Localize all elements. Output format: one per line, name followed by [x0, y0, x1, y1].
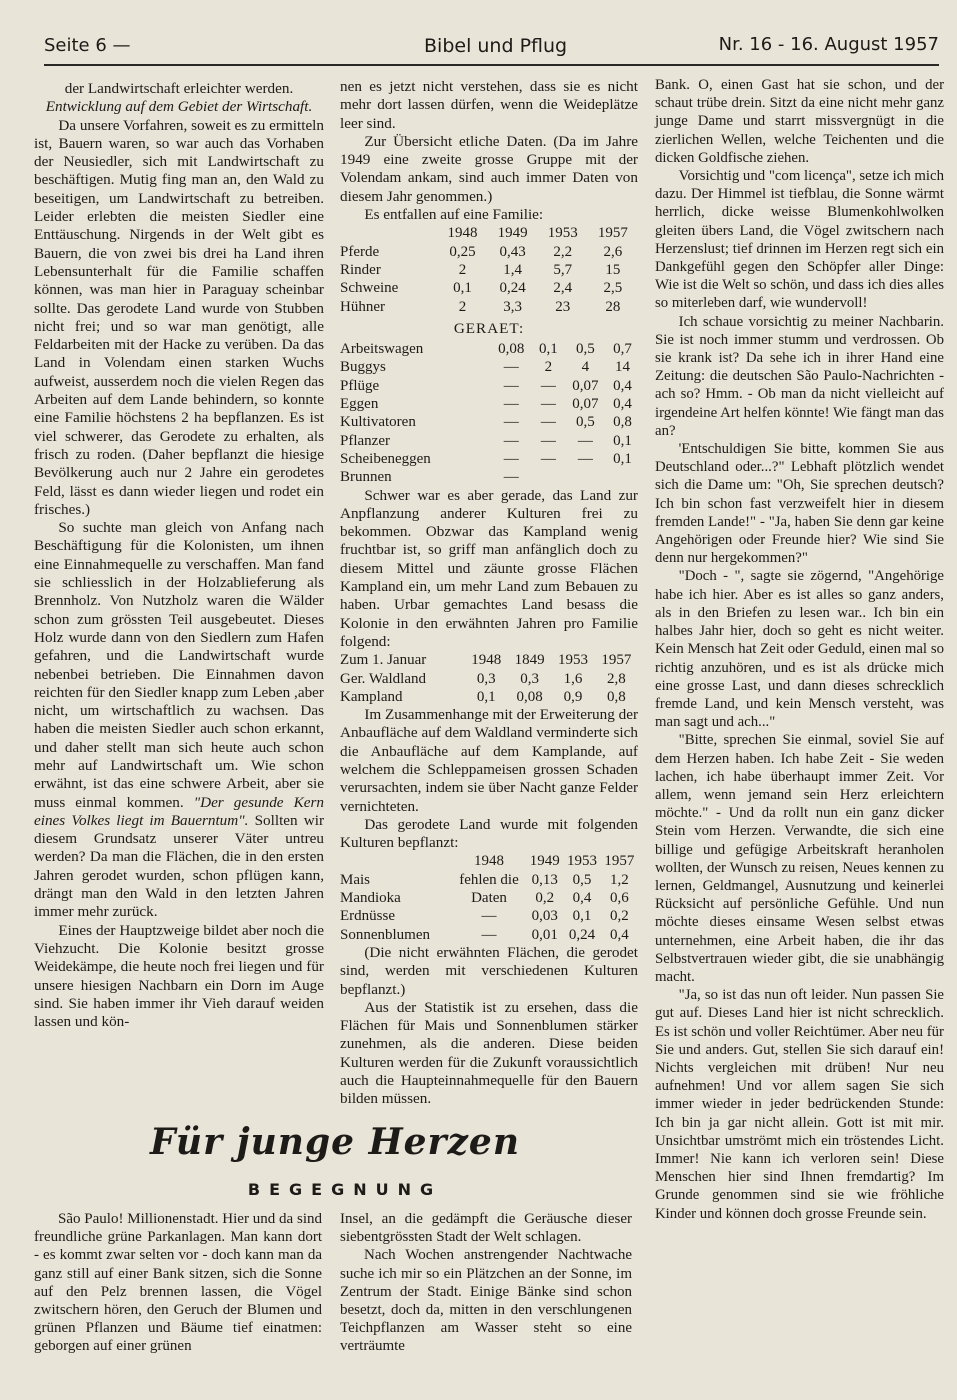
table-row	[340, 432, 638, 450]
table-cell: 0,4	[572, 890, 592, 907]
paragraph: Vorsichtig und "com licença", setze ich mich dazu. Der Himmel ist tiefblau, die Sonne wärmt herrlich, dicke weisse Blumenkohlwolken gleiten übers Land, die Vögel zwitschern nach Herzenslust; tief drinnen im Herzen regt sich ein Dankgefühl gegen den Schöpfer aller Dinge: Wie ist die Welt so schön, und dass ich dies alles so miterleben darf, wie wundervoll!	[655, 168, 945, 312]
table-cell: 2	[458, 298, 467, 315]
paragraph: Es entfallen auf eine Familie:	[364, 206, 544, 224]
table-cell: 0,1	[538, 341, 558, 358]
land-table	[340, 651, 638, 706]
table-cell: 0,8	[606, 688, 626, 705]
year-cell: 1948	[447, 225, 478, 242]
table-cell: 0,01	[531, 926, 558, 943]
table-cell: 0,4	[609, 926, 629, 943]
article-column-1	[34, 80, 324, 1031]
paragraph: Bank. O, einen Gast hat sie schon, und der schaut trübe drein. Sitzt da eine nicht mehr ganz junge Dame und starrt missvergnügt in die zierlichen Wellen, welche Teichenten und die dicken Goldfische ziehen.	[655, 77, 944, 166]
table-cell: 0,1	[613, 432, 632, 449]
paragraph: São Paulo! Millionenstadt. Hier und da sind freundliche grüne Parkanlagen. Man kann dort - es kommt zwar selten vor - doch kann man da ganz still auf einer Bank sitzen, sich die Sonne auf den Pelz brennen lassen, die Vögel zwitschern hören, den Geruch der Blumen und grünen Pflanzen und Bäume tief einatmen: geborgen auf einer grünen	[34, 1211, 322, 1355]
table-cell: 0,1	[453, 280, 472, 297]
paragraph: nen es jetzt nicht verstehen, dass sie es nicht mehr dort lassen dürfen, wenn die Weideplätze leer sind.	[340, 78, 638, 132]
table-cell: —	[503, 414, 519, 431]
year-cell: 1957	[604, 853, 635, 870]
table-cell: 0,08	[498, 341, 525, 358]
table-cell: —	[540, 450, 556, 467]
paragraph: So suchte man gleich von Anfang nach Beschäftigung für die Kolonisten, um ihnen eine Einnahmequelle zu verschaffen. Man fand sie schliesslich in der Holzablieferung als Brennholz. Von Nutzholz waren die Wälder schon zum grössten Teil ausgebeutet. Dieses Holz wurde dann von den Siedlern zum Hafen gefahren, und die Landwirtschaft wurde nebenbei betrieben. Die Einnahmen davon reichten für den Siedler knapp zum Leben ,aber nicht, um wirtschaftlich zu wachsen. Das haben die meisten Siedler auch schon erkannt, und daher stellt man sich heute auch schon mehr auf Landwirtschaft um. Wie schon erwähnt, ist das eine schwere Arbeit, aber sie muss einmal kommen. "Der gesunde Kern eines Volkes liegt im Bauerntum". Sollten wir diesem Grundsatz unserer Väter untreu werden? Da man die Flächen, die in den ersten Jahren gerodet wurden, schon pflügen kann, drängt man den Wald in den letzten Jahren immer mehr zurück.	[34, 519, 325, 921]
row-label: Schweine	[340, 280, 399, 297]
table-cell: 1948	[471, 652, 502, 669]
row-label: Pferde	[340, 243, 380, 260]
article-column-2	[340, 78, 638, 1109]
table-cell: 15	[605, 261, 621, 278]
table-cell: —	[540, 414, 556, 431]
table-row	[340, 468, 638, 486]
table-cell: 0,3	[520, 670, 539, 687]
row-label: Eggen	[340, 396, 379, 413]
table-row	[340, 871, 638, 889]
table-row	[340, 907, 638, 925]
section-heading: Entwicklung auf dem Gebiet der Wirtschaft.	[45, 98, 313, 116]
table-cell: 0,07	[572, 377, 599, 394]
table-note: —	[481, 908, 497, 925]
table-header-row	[340, 224, 638, 242]
story-column-3	[655, 76, 944, 1223]
table-cell: —	[540, 432, 556, 449]
table-row	[340, 889, 638, 907]
row-label: Pflanzer	[340, 432, 390, 449]
table-cell: 1,4	[503, 261, 523, 278]
quote: "Der gesunde Kern eines Volkes liegt im Bauerntum".	[34, 793, 324, 829]
row-label: Sonnenblumen	[340, 926, 430, 943]
paragraph: der Landwirtschaft erleichter werden.	[64, 80, 294, 97]
table-cell	[564, 468, 607, 486]
paragraph: Nach Wochen anstrengender Nachtwache suche ich mir so ein Plätzchen an der Sonne, im Zentrum der Stadt. Einige Bänke sind schon besetzt, doch da, mitten in den verschlungenen Teichpflanzen am Wasser steht so eine verträumte	[340, 1247, 632, 1355]
table-cell	[607, 468, 638, 486]
paragraph: Schwer war es aber gerade, das Land zur Anpflanzung anderer Kulturen frei zu bekommen. Obzwar das Kampland wenig fruchtbar ist, so griff man anfänglich doch zu diesem Mittel und zäunte grosse Flächen Kampland ein, um mehr Land zum Bebauen zu haben. Urbar gemachtes Land besass die Kolonie in den erwähnten Jahren pro Familie folgend:	[340, 486, 638, 650]
page-header	[44, 30, 939, 66]
table-cell: 0,4	[613, 377, 632, 394]
row-label: Kampland	[340, 688, 403, 705]
story-column-1	[34, 1210, 322, 1356]
crops-table	[340, 852, 638, 943]
table-row	[340, 261, 638, 279]
equipment-table	[340, 340, 638, 486]
page-number: Seite 6 —	[44, 35, 131, 56]
table-cell: —	[503, 377, 519, 394]
row-label: Zum 1. Januar	[340, 652, 427, 669]
table-row	[340, 340, 638, 358]
table-cell: 2,4	[553, 280, 573, 297]
story-column-2	[340, 1210, 632, 1356]
table-row	[340, 688, 638, 706]
table-cell: 14	[615, 359, 631, 376]
table-note: Daten	[471, 890, 507, 907]
year-cell: 1957	[597, 225, 628, 242]
paragraph: "Bitte, sprechen Sie einmal, soviel Sie auf dem Herzen haben. Ich habe Zeit - Sie weden lachen, ich habe überhaupt immer Zeit. Vor allem, wenn jemand sein Herz erleichtern möchte." - Und da rollt nun ein ganz dicker Stein vom Herzen. Verwandte, die sich eine billige und gefügige Arbeitskraft heranholen wollten, der Wunsch zu reisen, Neues kennen zu lernen, Geldmangel, Ausnutzung und keinerlei Rücksicht auf persönliche Gefühle. Und nun möchte dieses einsame Wesen selbst etwas unternehmen, eine Arbeit haben, die ihr das Selbstvertrauen wieder gibt, die sie unabhängig macht.	[655, 732, 944, 985]
table-cell: 0,2	[609, 908, 629, 925]
paragraph: "Doch - ", sagte sie zögernd, "Angehörige habe ich hier. Aber es ist alles so ganz anders, als in den Briefen zu lesen war.. Ich bin ein halbes Jahr hier, doch so geht es nicht weiter. Kein Mensch hat Zeit oder Geduld, einen mal so richtig anzuhören, und es ist als drücke mich eine grosse Last, und dann dieses schrecklich fremde Land, und kein Mensch versteht, was man sagt und ach..."	[655, 568, 944, 731]
table-cell: 0,07	[572, 396, 599, 413]
table-row	[340, 926, 638, 944]
row-label: Kultivatoren	[340, 414, 416, 431]
table-cell: 0,08	[516, 688, 543, 705]
row-label: Rinder	[340, 261, 381, 278]
year-cell: 1948	[473, 853, 504, 870]
paragraph: 'Entschuldigen Sie bitte, kommen Sie aus Deutschland oder...?" Lebhaft plötzlich wendet sich die Dame um: "Oh, Sie sprechen deutsch? Ich bin schon fast verzweifelt hier in diesem fremden Lande!" - "Ja, haben Sie denn gar keine Angehörigen oder Freunde hier? Wie sind Sie denn nur hergekommen?"	[655, 441, 944, 567]
table-cell: 2,6	[603, 243, 623, 260]
table-cell: 0,3	[476, 670, 496, 687]
table-heading: GERAET:	[453, 319, 525, 337]
row-label: Pflüge	[340, 377, 380, 394]
livestock-table	[340, 224, 638, 315]
table-cell: 4	[581, 359, 590, 376]
publication-title: Bibel und Pflug	[424, 35, 568, 57]
table-cell: 2,5	[603, 280, 623, 297]
row-label: Mais	[340, 871, 370, 888]
year-cell: 1949	[529, 853, 560, 870]
table-cell: 1,6	[563, 670, 583, 687]
feature-subtitle: BEGEGNUNG	[247, 1180, 443, 1199]
table-cell: 2	[544, 359, 553, 376]
table-cell: 0,24	[499, 280, 526, 297]
table-cell: —	[540, 396, 556, 413]
table-cell: —	[503, 469, 519, 486]
table-cell: 23	[555, 298, 571, 315]
table-row	[340, 279, 638, 297]
table-cell: 0,1	[613, 450, 632, 467]
row-label: Ger. Waldland	[340, 670, 426, 687]
row-label: Erdnüsse	[340, 908, 395, 925]
row-label: Mandioka	[340, 890, 401, 907]
year-cell: 1949	[497, 225, 528, 242]
table-cell: 1953	[557, 652, 588, 669]
table-cell	[533, 468, 564, 486]
table-cell: 2,8	[606, 670, 626, 687]
row-label: Arbeitswagen	[340, 341, 424, 358]
table-cell: 0,1	[572, 908, 592, 925]
table-cell: 0,2	[535, 890, 555, 907]
paragraph: Ich schaue vorsichtig zu meiner Nachbarin. Sie ist noch immer stumm und verdrossen. Ob sie krank ist? Da sehe ich in ihrer Hand eine Zeitung: die deutschen São Paulo-Nachrichten - ach so? Hmm. - Ob man da nicht vielleicht auf irgendeine Art helfen könnte! Wie fängt man das an?	[655, 313, 944, 439]
table-cell: 2	[458, 261, 467, 278]
table-cell: 3,3	[503, 298, 523, 315]
table-cell: 0,13	[531, 871, 558, 888]
table-cell: 0,24	[568, 926, 596, 943]
table-cell: 0,03	[531, 908, 558, 925]
table-cell: —	[577, 450, 593, 467]
paragraph: Aus der Statistik ist zu ersehen, dass die Flächen für Mais und Sonnenblumen stärker zunehmen, als die anderen. Diese beiden Kulturen werden für die Zukunft voraussichtlich auch die Haupteinnahmequelle für den Bauern bilden müssen.	[340, 998, 638, 1108]
table-cell: 0,7	[613, 341, 632, 358]
table-cell: 0,1	[476, 688, 496, 705]
table-cell: 1957	[601, 652, 632, 669]
year-cell: 1953	[547, 225, 578, 242]
table-header-row	[340, 852, 638, 870]
paragraph: Eines der Hauptzweige bildet aber noch die Viehzucht. Die Kolonie besitzt grosse Weidekämpe, die heute noch frei liegen und für unsere hiesigen Nachbarn ein Dorn im Auge sind. Sie haben immer ihr Vieh darauf weiden lassen und kön-	[34, 921, 324, 1031]
table-cell: 0,25	[449, 243, 476, 260]
table-row	[340, 377, 638, 395]
table-row	[340, 395, 638, 413]
table-cell: 0,5	[576, 414, 595, 431]
table-cell: —	[540, 377, 556, 394]
year-cell: 1953	[567, 853, 597, 870]
table-cell: 0,5	[576, 341, 595, 358]
table-cell: 28	[605, 298, 621, 315]
paragraph: Insel, an die gedämpft die Geräusche dieser siebentgrössten Stadt der Welt schlagen.	[340, 1211, 632, 1246]
row-label: Brunnen	[340, 469, 392, 486]
table-cell: —	[577, 432, 593, 449]
issue-date: Nr. 16 - 16. August 1957	[718, 34, 939, 55]
table-row	[340, 298, 638, 316]
table-row	[340, 358, 638, 376]
row-label: Scheibeneggen	[340, 450, 431, 467]
table-cell: 0,6	[609, 890, 629, 907]
table-row	[340, 243, 638, 261]
table-cell: —	[503, 432, 519, 449]
table-cell: 0,4	[613, 396, 632, 413]
table-note: fehlen die	[459, 871, 519, 888]
table-cell: —	[503, 396, 519, 413]
table-cell: 0,8	[613, 414, 632, 431]
table-note: —	[481, 926, 497, 943]
paragraph: Im Zusammenhange mit der Erweiterung der Anbaufläche auf dem Waldland verminderte sich die Anbaufläche auf dem Kamplande, auf welchem die Schleppameisen grossen Schaden verursachten, indem sie über Nacht ganze Felder vernichteten.	[340, 706, 639, 815]
row-label: Buggys	[340, 359, 386, 376]
table-cell: 1849	[514, 652, 545, 669]
paragraph: Zur Übersicht etliche Daten. (Da im Jahre 1949 eine zweite grosse Gruppe mit der Volendam ankam, sind auch immer Daten von diesem Jahr genommen.)	[340, 132, 638, 205]
table-cell: 1,2	[609, 871, 629, 888]
table-cell: 0,43	[499, 243, 526, 260]
row-label: Hühner	[340, 298, 385, 315]
paragraph: Das gerodete Land wurde mit folgenden Kulturen bepflanzt:	[340, 815, 638, 852]
feature-title: Für junge Herzen	[150, 1121, 520, 1163]
table-cell: 5,7	[553, 261, 573, 278]
table-row	[340, 670, 638, 688]
table-row	[340, 651, 638, 669]
paragraph: (Die nicht erwähnten Flächen, die gerodet sind, werden mit verschiedenen Kulturen bepflanzt.)	[340, 943, 638, 998]
table-cell: 0,9	[563, 688, 583, 705]
table-cell: —	[503, 450, 519, 467]
table-cell: —	[503, 359, 519, 376]
table-cell: 2,2	[553, 243, 573, 260]
table-cell: 0,5	[572, 871, 592, 888]
paragraph: "Ja, so ist das nun oft leider. Nun passen Sie gut auf. Dieses Land hier ist nicht schrecklich. Es ist schön und voller Reichtümer. Aber neu für Sie und anders. Gut, stellen Sie sich darauf ein! Nichts vergleichen mit drüben! Nur neu aufnehmen! Und vor allem sagen Sie sich immer wieder in jeder bedrückenden Stunde: Ich bin ja gar nicht allein. Gott ist mit mir. Unsichtbar umströmt mich ein tröstendes Licht. Immer! Nie kann ich verloren sein! Diese Menschen hier sind Ihnen fremdartig? Im Grunde genommen sind sie wie fröhliche Kinder und können doch grosse Freunde sein.	[655, 987, 944, 1222]
table-row	[340, 450, 638, 468]
table-row	[340, 413, 638, 431]
paragraph: Da unsere Vorfahren, soweit es zu ermitteln ist, Bauern waren, so war auch das Vorhaben der Neusiedler, sich mit Landwirtschaft zu beschäftigen. Mutig fing man an, den Wald zu beseitigen, um Landwirtschaft zu betreiben. Leider erlebten die meisten Siedler eine Enttäuschung. Nirgends in der Welt gibt es Bauern, die von zwei bis drei ha Land ihren Lebensunterhalt für die Familie schaffen können, was man hier in Paraguay scheinbar sollte. Das gerodete Land wurde von Stubben nicht frei; und so war man genötigt, alle Feldarbeiten mit der Hacke zu verüben. Da das Land in Volendam einen starken Wuchs aufweist, ausserdem noch die vielen Regen das Arbeiten auf dem Lande behindern, so konnte eine Familie höchstens 2 ha bepflanzen. Es ist viel schwerer, das Gerodete zu erhalten, als frisch zu roden. (Daher bepflanzt die hiesige Bevölkerung auch nur 2 Jahre ein gerodetes Feld, lässt es dann wieder liegen und rodet ein frisches.)	[34, 116, 324, 518]
